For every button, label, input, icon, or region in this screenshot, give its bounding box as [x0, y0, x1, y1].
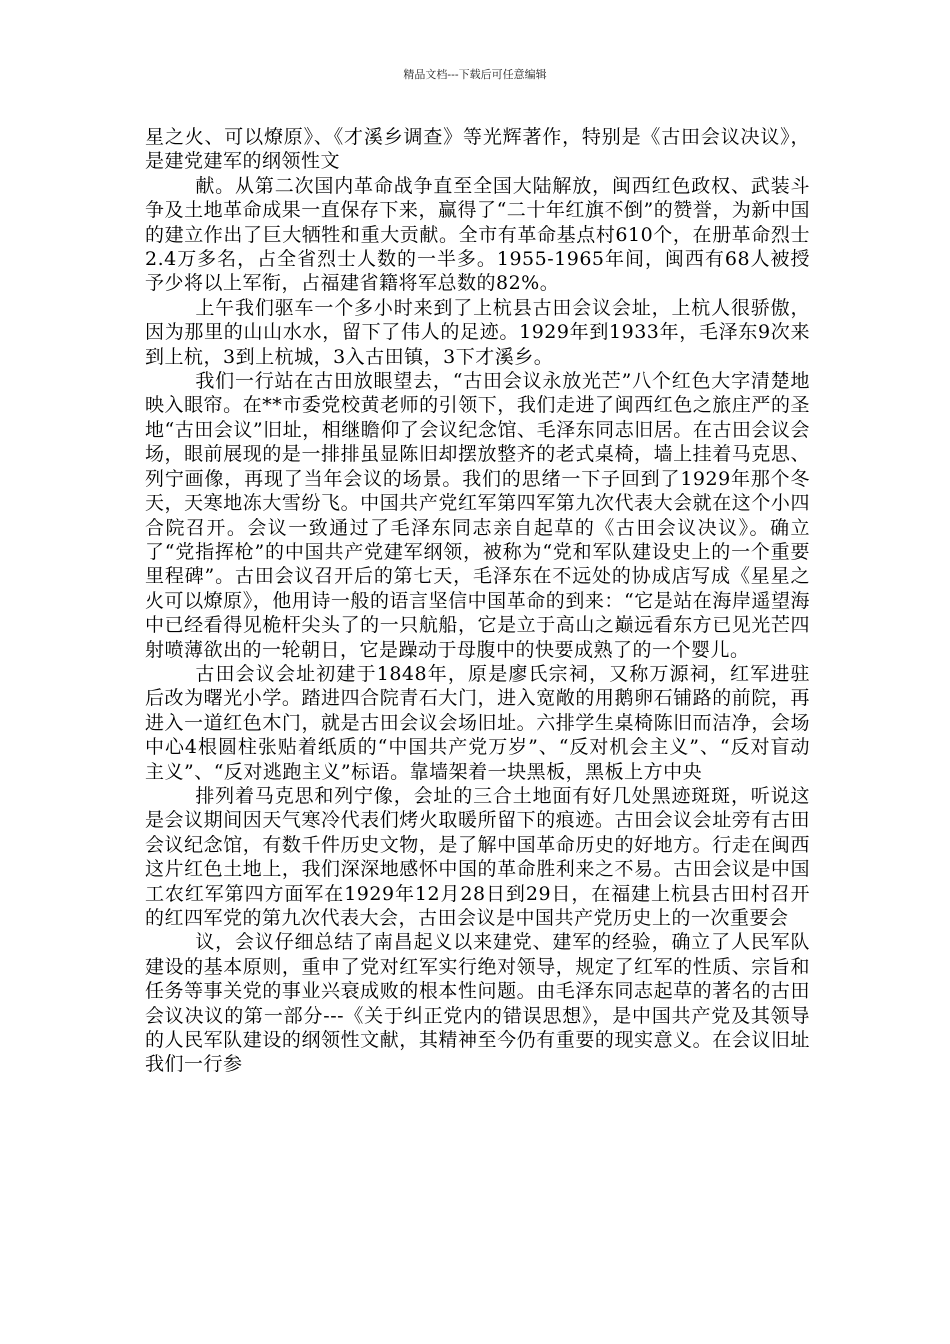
paragraph-1: 星之火、可以燎原》、《才溪乡调查》等光辉著作，特别是《古田会议决议》，是建党建军的纲领性文: [145, 126, 810, 173]
paragraph-5: 古田会议会址初建于1848年，原是廖氏宗祠，又称万源祠，红军进驻后改为曙光小学。踏进四合院青石大门，进入宽敞的用鹅卵石铺路的前院，再进入一道红色木门，就是古田会议会场旧址。六排学生桌椅陈旧而洁净，会场中心4根圆柱张贴着纸质的“中国共产党万岁”、“反对机会主义”、“反对盲动主义”、“反对逃跑主义”标语。靠墙架着一块黑板，黑板上方中央: [145, 662, 810, 783]
paragraph-4: 我们一行站在古田放眼望去，“古田会议永放光芒”八个红色大字清楚地映入眼帘。在**市委党校黄老师的引领下，我们走进了闽西红色之旅庄严的圣地“古田会议”旧址，相继瞻仰了会议纪念馆、毛泽东同志旧居。在古田会议会场，眼前展现的是一排排虽显陈旧却摆放整齐的老式桌椅，墙上挂着马克思、列宁画像，再现了当年会议的场景。我们的思绪一下子回到了1929年那个冬天，天寒地冻大雪纷飞。中国共产党红军第四军第九次代表大会就在这个小四合院召开。会议一致通过了毛泽东同志亲自起草的《古田会议决议》。确立了“党指挥枪”的中国共产党建军纲领，被称为“党和军队建设史上的一个重要里程碑”。古田会议召开后的第七天，毛泽东在不远处的协成店写成《星星之火可以燎原》，他用诗一般的语言坚信中国革命的到来：“它是站在海岸遥望海中已经看得见桅杆尖头了的一只航船，它是立于高山之巅远看东方已见光芒四射喷薄欲出的一轮朝日，它是躁动于母腹中的快要成熟了的一个婴儿。: [145, 370, 810, 661]
document-body: [145, 125, 810, 1077]
paragraph-3: 上午我们驱车一个多小时来到了上杭县古田会议会址，上杭人很骄傲，因为那里的山山水水，留下了伟人的足迹。1929年到1933年，毛泽东9次来到上杭，3到上杭城，3入古田镇，3下才溪乡。: [145, 296, 810, 368]
paragraph-2: 献。从第二次国内革命战争直至全国大陆解放，闽西红色政权、武装斗争及土地革命成果一直保存下来，赢得了“二十年红旗不倒”的赞誉，为新中国的建立作出了巨大牺牲和重大贡献。全市有革命基点村610个，在册革命烈士2.4万多名，占全省烈士人数的一半多。1955-1965年间，闽西有68人被授予少将以上军衔，占福建省籍将军总数的82%。: [145, 174, 810, 295]
paragraph-7: 议，会议仔细总结了南昌起义以来建党、建军的经验，确立了人民军队建设的基本原则，重申了党对红军实行绝对领导，规定了红军的性质、宗旨和任务等事关党的事业兴衰成败的根本性问题。由毛泽东同志起草的著名的古田会议决议的第一部分---《关于纠正党内的错误思想》，是中国共产党及其领导的人民军队建设的纲领性文献，其精神至今仍有重要的现实意义。在会议旧址我们一行参: [145, 931, 810, 1076]
paragraph-6: 排列着马克思和列宁像，会址的三合土地面有好几处黑迹斑斑，听说这是会议期间因天气寒冷代表们烤火取暖所留下的痕迹。古田会议会址旁有古田会议纪念馆，有数千件历史文物，是了解中国革命历史的好地方。行走在闽西这片红色土地上，我们深深地感怀中国的革命胜利来之不易。古田会议是中国工农红军第四方面军在1929年12月28日到29日，在福建上杭县古田村召开的红四军党的第九次代表大会，古田会议是中国共产党历史上的一次重要会: [145, 784, 810, 929]
page-header: 精品文档---下载后可任意编辑: [403, 68, 547, 81]
